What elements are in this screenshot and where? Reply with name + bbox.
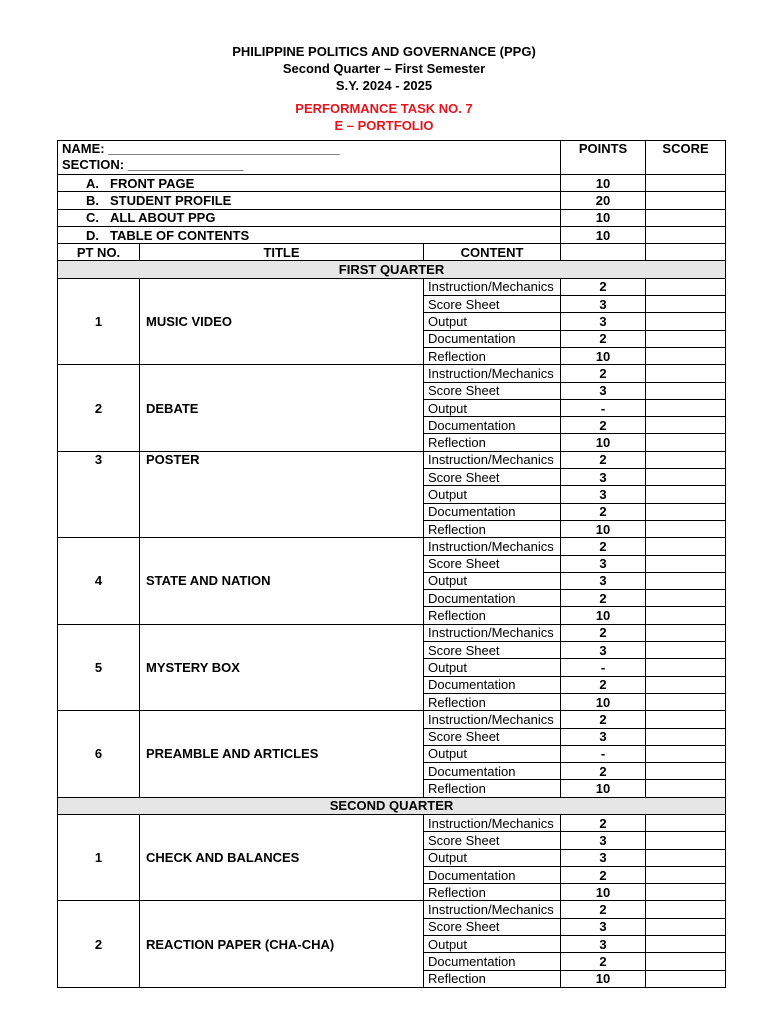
name-field: NAME: ________________________________ <box>62 141 340 156</box>
criterion-points: - <box>561 399 646 416</box>
criterion-score <box>646 849 726 866</box>
criterion-score <box>646 365 726 382</box>
quarter-semester: Second Quarter – First Semester <box>282 61 486 76</box>
criterion-points: 2 <box>561 711 646 728</box>
portfolio-item <box>58 192 561 209</box>
document-header <box>0 43 768 134</box>
criterion-points: 2 <box>561 590 646 607</box>
col-ptno: PT NO. <box>58 244 140 261</box>
content-criterion: Instruction/Mechanics <box>424 624 561 641</box>
criterion-points: 2 <box>561 538 646 555</box>
content-criterion: Reflection <box>424 520 561 537</box>
task-content-row <box>58 711 726 728</box>
criterion-points: - <box>561 659 646 676</box>
criterion-score <box>646 296 726 313</box>
criterion-score <box>646 590 726 607</box>
criterion-points: 3 <box>561 642 646 659</box>
content-criterion: Output <box>424 399 561 416</box>
item-letter: D. <box>86 227 99 243</box>
item-letter: C. <box>86 210 99 226</box>
criterion-points: 3 <box>561 918 646 935</box>
criterion-points: 2 <box>561 763 646 780</box>
criterion-points: 10 <box>561 970 646 987</box>
criterion-score <box>646 711 726 728</box>
item-score <box>646 175 726 192</box>
criterion-points: 10 <box>561 347 646 364</box>
content-criterion: Documentation <box>424 417 561 434</box>
student-info-cell <box>58 141 561 175</box>
task-title: PERFORMANCE TASK NO. 7 <box>295 101 473 116</box>
criterion-score <box>646 572 726 589</box>
task-number: 5 <box>58 624 140 710</box>
content-criterion: Reflection <box>424 780 561 797</box>
quarter-label: SECOND QUARTER <box>58 797 726 814</box>
portfolio-rubric-table <box>57 140 726 988</box>
criterion-points: 10 <box>561 607 646 624</box>
quarter-row <box>58 261 726 278</box>
criterion-score <box>646 399 726 416</box>
criterion-score <box>646 278 726 295</box>
school-year: S.Y. 2024 - 2025 <box>335 78 433 93</box>
content-criterion: Reflection <box>424 970 561 987</box>
criterion-points: 2 <box>561 814 646 831</box>
criterion-score <box>646 451 726 468</box>
item-points: 10 <box>561 226 646 243</box>
criterion-points: 2 <box>561 624 646 641</box>
criterion-points: 3 <box>561 849 646 866</box>
criterion-score <box>646 555 726 572</box>
content-criterion: Reflection <box>424 884 561 901</box>
criterion-points: 2 <box>561 503 646 520</box>
criterion-score <box>646 901 726 918</box>
item-points: 10 <box>561 175 646 192</box>
name-row <box>58 141 726 175</box>
criterion-points: 10 <box>561 780 646 797</box>
points-header: POINTS <box>561 141 646 175</box>
criterion-score <box>646 607 726 624</box>
task-title: MUSIC VIDEO <box>140 278 424 364</box>
task-content-row <box>58 901 726 918</box>
content-criterion: Output <box>424 572 561 589</box>
content-criterion: Documentation <box>424 763 561 780</box>
col-content: CONTENT <box>424 244 561 261</box>
criterion-score <box>646 313 726 330</box>
criterion-points: 3 <box>561 313 646 330</box>
content-criterion: Instruction/Mechanics <box>424 901 561 918</box>
criterion-score <box>646 884 726 901</box>
criterion-points: 3 <box>561 728 646 745</box>
task-content-row <box>58 278 726 295</box>
item-label: STUDENT PROFILE <box>110 192 232 208</box>
criterion-score <box>646 659 726 676</box>
content-criterion: Score Sheet <box>424 382 561 399</box>
criterion-score <box>646 866 726 883</box>
content-criterion: Instruction/Mechanics <box>424 538 561 555</box>
content-criterion: Output <box>424 849 561 866</box>
content-criterion: Instruction/Mechanics <box>424 451 561 468</box>
content-criterion: Score Sheet <box>424 728 561 745</box>
criterion-score <box>646 814 726 831</box>
portfolio-item <box>58 175 561 192</box>
content-criterion: Instruction/Mechanics <box>424 814 561 831</box>
column-header-row <box>58 244 726 261</box>
criterion-points: 2 <box>561 330 646 347</box>
task-title: DEBATE <box>140 365 424 451</box>
task-number: 1 <box>58 814 140 900</box>
task-content-row <box>58 365 726 382</box>
task-title: MYSTERY BOX <box>140 624 424 710</box>
item-label: ALL ABOUT PPG <box>110 210 216 226</box>
content-criterion: Score Sheet <box>424 469 561 486</box>
col-title: TITLE <box>140 244 424 261</box>
content-criterion: Output <box>424 313 561 330</box>
quarter-label: FIRST QUARTER <box>58 261 726 278</box>
content-criterion: Documentation <box>424 503 561 520</box>
criterion-points: 3 <box>561 296 646 313</box>
task-content-row <box>58 538 726 555</box>
item-score <box>646 226 726 243</box>
content-criterion: Instruction/Mechanics <box>424 278 561 295</box>
criterion-points: 2 <box>561 901 646 918</box>
portfolio-item-row <box>58 226 726 243</box>
content-criterion: Documentation <box>424 330 561 347</box>
task-number: 3 <box>58 451 140 537</box>
content-criterion: Output <box>424 659 561 676</box>
criterion-score <box>646 953 726 970</box>
criterion-score <box>646 538 726 555</box>
criterion-score <box>646 728 726 745</box>
content-criterion: Reflection <box>424 693 561 710</box>
criterion-score <box>646 918 726 935</box>
task-number: 6 <box>58 711 140 797</box>
subject-title: PHILIPPINE POLITICS AND GOVERNANCE (PPG) <box>232 44 536 59</box>
item-label: FRONT PAGE <box>110 175 195 191</box>
criterion-points: 3 <box>561 555 646 572</box>
criterion-points: 10 <box>561 434 646 451</box>
content-criterion: Documentation <box>424 590 561 607</box>
criterion-score <box>646 642 726 659</box>
criterion-score <box>646 745 726 762</box>
task-subtitle: E – PORTFOLIO <box>334 118 434 133</box>
criterion-points: 10 <box>561 693 646 710</box>
task-title: CHECK AND BALANCES <box>140 814 424 900</box>
content-criterion: Reflection <box>424 607 561 624</box>
portfolio-item-row <box>58 192 726 209</box>
portfolio-item <box>58 226 561 243</box>
task-number: 4 <box>58 538 140 624</box>
criterion-score <box>646 330 726 347</box>
item-label: TABLE OF CONTENTS <box>110 227 250 243</box>
content-criterion: Instruction/Mechanics <box>424 365 561 382</box>
item-points: 20 <box>561 192 646 209</box>
content-criterion: Output <box>424 936 561 953</box>
criterion-score <box>646 347 726 364</box>
criterion-points: 2 <box>561 866 646 883</box>
criterion-points: 3 <box>561 469 646 486</box>
section-field: SECTION: ________________ <box>62 157 244 172</box>
criterion-points: 10 <box>561 884 646 901</box>
task-content-row <box>58 624 726 641</box>
criterion-score <box>646 486 726 503</box>
content-criterion: Reflection <box>424 434 561 451</box>
content-criterion: Score Sheet <box>424 296 561 313</box>
content-criterion: Documentation <box>424 676 561 693</box>
score-header: SCORE <box>646 141 726 175</box>
task-number: 2 <box>58 365 140 451</box>
criterion-score <box>646 520 726 537</box>
criterion-points: 2 <box>561 451 646 468</box>
criterion-points: 2 <box>561 676 646 693</box>
item-score <box>646 192 726 209</box>
criterion-points: 2 <box>561 417 646 434</box>
criterion-points: 3 <box>561 832 646 849</box>
criterion-score <box>646 936 726 953</box>
criterion-score <box>646 780 726 797</box>
portfolio-item <box>58 209 561 226</box>
criterion-score <box>646 693 726 710</box>
item-points: 10 <box>561 209 646 226</box>
content-criterion: Output <box>424 745 561 762</box>
criterion-score <box>646 832 726 849</box>
task-title: POSTER <box>140 451 424 537</box>
task-number: 1 <box>58 278 140 364</box>
criterion-points: 3 <box>561 486 646 503</box>
col-score-blank <box>646 244 726 261</box>
criterion-score <box>646 417 726 434</box>
content-criterion: Instruction/Mechanics <box>424 711 561 728</box>
task-number: 2 <box>58 901 140 987</box>
criterion-score <box>646 763 726 780</box>
content-criterion: Output <box>424 486 561 503</box>
criterion-score <box>646 434 726 451</box>
criterion-points: 3 <box>561 382 646 399</box>
task-title: STATE AND NATION <box>140 538 424 624</box>
content-criterion: Score Sheet <box>424 832 561 849</box>
item-letter: B. <box>86 192 99 208</box>
criterion-score <box>646 624 726 641</box>
portfolio-item-row <box>58 209 726 226</box>
col-points-blank <box>561 244 646 261</box>
item-score <box>646 209 726 226</box>
criterion-points: - <box>561 745 646 762</box>
content-criterion: Score Sheet <box>424 555 561 572</box>
content-criterion: Documentation <box>424 953 561 970</box>
criterion-score <box>646 503 726 520</box>
criterion-points: 2 <box>561 365 646 382</box>
content-criterion: Score Sheet <box>424 642 561 659</box>
task-title: REACTION PAPER (CHA-CHA) <box>140 901 424 987</box>
criterion-score <box>646 382 726 399</box>
criterion-points: 3 <box>561 572 646 589</box>
content-criterion: Documentation <box>424 866 561 883</box>
task-content-row <box>58 814 726 831</box>
content-criterion: Reflection <box>424 347 561 364</box>
quarter-row <box>58 797 726 814</box>
criterion-points: 2 <box>561 953 646 970</box>
item-letter: A. <box>86 175 99 191</box>
criterion-points: 3 <box>561 936 646 953</box>
task-content-row <box>58 451 726 468</box>
criterion-score <box>646 676 726 693</box>
content-criterion: Score Sheet <box>424 918 561 935</box>
task-title: PREAMBLE AND ARTICLES <box>140 711 424 797</box>
portfolio-item-row <box>58 175 726 192</box>
criterion-score <box>646 469 726 486</box>
criterion-points: 10 <box>561 520 646 537</box>
criterion-points: 2 <box>561 278 646 295</box>
criterion-score <box>646 970 726 987</box>
